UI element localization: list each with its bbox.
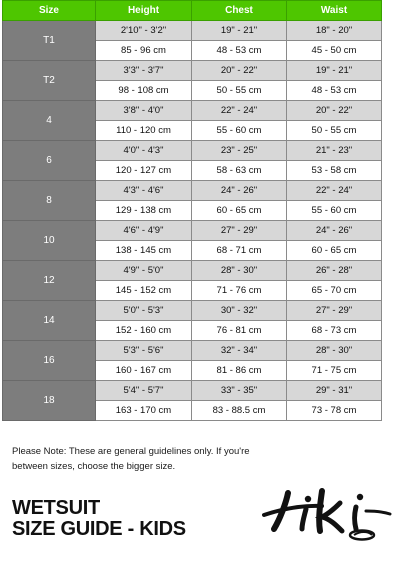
waist-imperial-cell: 20" - 22" [287, 101, 382, 121]
header-waist: Waist [287, 1, 382, 21]
size-row-imperial [3, 181, 382, 201]
chest-metric-cell: 83 - 88.5 cm [192, 401, 287, 421]
chest-imperial-cell: 22" - 24" [192, 101, 287, 121]
height-imperial-cell: 3'3" - 3'7" [96, 61, 192, 81]
waist-imperial-cell: 18" - 20" [287, 21, 382, 41]
size-label: 6 [3, 141, 96, 181]
waist-metric-cell: 65 - 70 cm [287, 281, 382, 301]
size-row-imperial [3, 301, 382, 321]
chest-metric-cell: 76 - 81 cm [192, 321, 287, 341]
height-imperial-cell: 5'3" - 5'6" [96, 341, 192, 361]
chest-metric-cell: 68 - 71 cm [192, 241, 287, 261]
size-rows [3, 21, 382, 421]
waist-metric-cell: 73 - 78 cm [287, 401, 382, 421]
height-metric-cell: 145 - 152 cm [96, 281, 192, 301]
size-row-imperial [3, 61, 382, 81]
waist-imperial-cell: 29" - 31" [287, 381, 382, 401]
chest-metric-cell: 55 - 60 cm [192, 121, 287, 141]
height-imperial-cell: 4'3" - 4'6" [96, 181, 192, 201]
chest-metric-cell: 58 - 63 cm [192, 161, 287, 181]
height-metric-cell: 138 - 145 cm [96, 241, 192, 261]
size-row-imperial [3, 261, 382, 281]
chest-metric-cell: 50 - 55 cm [192, 81, 287, 101]
size-label: 8 [3, 181, 96, 221]
header-chest: Chest [192, 1, 287, 21]
size-label: 10 [3, 221, 96, 261]
chest-imperial-cell: 24" - 26" [192, 181, 287, 201]
tiki-logo [262, 485, 392, 541]
height-imperial-cell: 4'6" - 4'9" [96, 221, 192, 241]
chest-imperial-cell: 33" - 35" [192, 381, 287, 401]
size-row-imperial [3, 221, 382, 241]
waist-metric-cell: 71 - 75 cm [287, 361, 382, 381]
size-label: 18 [3, 381, 96, 421]
height-imperial-cell: 5'0" - 5'3" [96, 301, 192, 321]
chest-metric-cell: 60 - 65 cm [192, 201, 287, 221]
waist-imperial-cell: 21" - 23" [287, 141, 382, 161]
waist-metric-cell: 48 - 53 cm [287, 81, 382, 101]
waist-metric-cell: 60 - 65 cm [287, 241, 382, 261]
height-metric-cell: 110 - 120 cm [96, 121, 192, 141]
size-row-imperial [3, 101, 382, 121]
header-height: Height [96, 1, 192, 21]
chest-imperial-cell: 27" - 29" [192, 221, 287, 241]
height-metric-cell: 152 - 160 cm [96, 321, 192, 341]
size-label: T2 [3, 61, 96, 101]
chest-imperial-cell: 23" - 25" [192, 141, 287, 161]
waist-imperial-cell: 24" - 26" [287, 221, 382, 241]
height-metric-cell: 85 - 96 cm [96, 41, 192, 61]
waist-imperial-cell: 19" - 21" [287, 61, 382, 81]
chest-metric-cell: 71 - 76 cm [192, 281, 287, 301]
chest-imperial-cell: 30" - 32" [192, 301, 287, 321]
height-imperial-cell: 4'9" - 5'0" [96, 261, 192, 281]
chest-metric-cell: 81 - 86 cm [192, 361, 287, 381]
size-row-imperial [3, 341, 382, 361]
note-line-2: between sizes, choose the bigger size. [12, 461, 176, 472]
guide-title-line-1: WETSUIT [12, 497, 100, 519]
waist-metric-cell: 50 - 55 cm [287, 121, 382, 141]
size-label: 14 [3, 301, 96, 341]
chest-imperial-cell: 20" - 22" [192, 61, 287, 81]
waist-imperial-cell: 26" - 28" [287, 261, 382, 281]
height-imperial-cell: 3'8" - 4'0" [96, 101, 192, 121]
waist-metric-cell: 55 - 60 cm [287, 201, 382, 221]
header-row [3, 1, 382, 21]
size-label: 16 [3, 341, 96, 381]
size-table [2, 0, 382, 421]
size-label: T1 [3, 21, 96, 61]
height-metric-cell: 163 - 170 cm [96, 401, 192, 421]
guide-title-line-2: SIZE GUIDE - KIDS [12, 518, 186, 540]
waist-imperial-cell: 22" - 24" [287, 181, 382, 201]
chest-imperial-cell: 32" - 34" [192, 341, 287, 361]
waist-imperial-cell: 27" - 29" [287, 301, 382, 321]
height-imperial-cell: 5'4" - 5'7" [96, 381, 192, 401]
size-row-imperial [3, 141, 382, 161]
height-imperial-cell: 2'10" - 3'2" [96, 21, 192, 41]
header-size: Size [3, 1, 96, 21]
height-imperial-cell: 4'0" - 4'3" [96, 141, 192, 161]
height-metric-cell: 129 - 138 cm [96, 201, 192, 221]
height-metric-cell: 120 - 127 cm [96, 161, 192, 181]
size-row-imperial [3, 381, 382, 401]
size-row-imperial [3, 21, 382, 41]
size-label: 12 [3, 261, 96, 301]
chest-imperial-cell: 19" - 21" [192, 21, 287, 41]
size-label: 4 [3, 101, 96, 141]
waist-metric-cell: 45 - 50 cm [287, 41, 382, 61]
note-line-1: Please Note: These are general guidelines only. If you're [12, 446, 250, 457]
waist-imperial-cell: 28" - 30" [287, 341, 382, 361]
waist-metric-cell: 53 - 58 cm [287, 161, 382, 181]
waist-metric-cell: 68 - 73 cm [287, 321, 382, 341]
chest-metric-cell: 48 - 53 cm [192, 41, 287, 61]
chest-imperial-cell: 28" - 30" [192, 261, 287, 281]
note [12, 444, 312, 474]
height-metric-cell: 160 - 167 cm [96, 361, 192, 381]
height-metric-cell: 98 - 108 cm [96, 81, 192, 101]
guide-title [12, 498, 186, 540]
